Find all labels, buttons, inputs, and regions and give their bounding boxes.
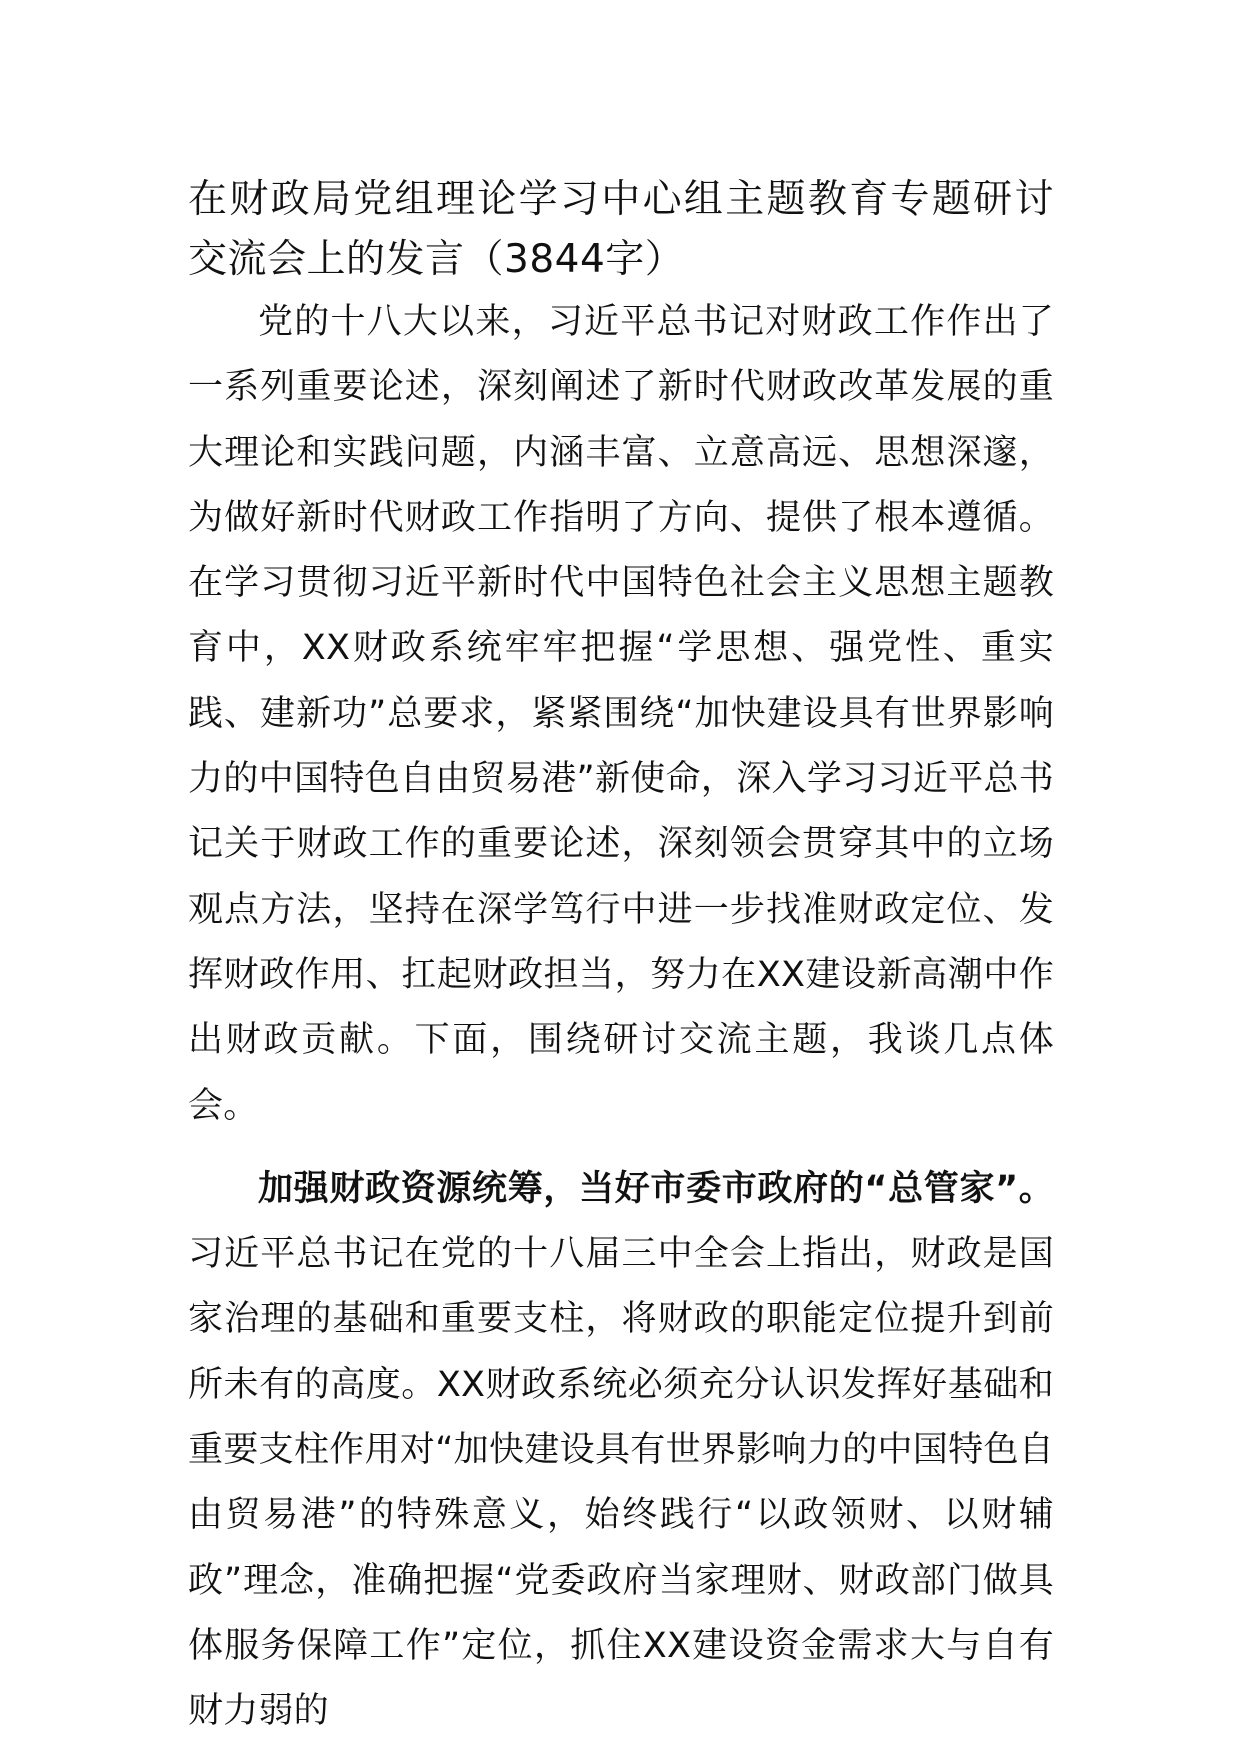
document-title: 在财政局党组理论学习中心组主题教育专题研讨交流会上的发言（3844字） xyxy=(188,177,1054,282)
paragraph-spacer xyxy=(188,1139,1054,1157)
paragraph-fiscal-coordination xyxy=(188,1157,1054,1745)
document-body xyxy=(188,170,1054,1745)
paragraph-lead-heading: 加强财政资源统筹，当好市委市政府的“总管家”。 xyxy=(258,1168,1054,1209)
paragraph-intro: 党的十八大以来，习近平总书记对财政工作作出了一系列重要论述，深刻阐述了新时代财政改革发展的重大理论和实践问题，内涵丰富、立意高远、思想深邃，为做好新时代财政工作指明了方向、提供了根本遵循。在学习贯彻习近平新时代中国特色社会主义思想主题教育中，XX财政系统牢牢把握“学思想、强党性、重实践、建新功”总要求，紧紧围绕“加快建设具有世界影响力的中国特色自由贸易港”新使命，深入学习习近平总书记关于财政工作的重要论述，深刻领会贯穿其中的立场观点方法，坚持在深学笃行中进一步找准财政定位、发挥财政作用、扛起财政担当，努力在XX建设新高潮中作出财政贡献。下面，围绕研讨交流主题，我谈几点体会。 xyxy=(188,302,1054,1126)
paragraph-body-text: 习近平总书记在党的十八届三中全会上指出，财政是国家治理的基础和重要支柱，将财政的职能定位提升到前所未有的高度。XX财政系统必须充分认识发挥好基础和重要支柱作用对“加快建设具有世界影响力的中国特色自由贸易港”的特殊意义，始终践行“以政领财、以财辅政”理念，准确把握“党委政府当家理财、财政部门做具体服务保障工作”定位，抓住XX建设资金需求大与自有财力弱的 xyxy=(188,1234,1054,1732)
